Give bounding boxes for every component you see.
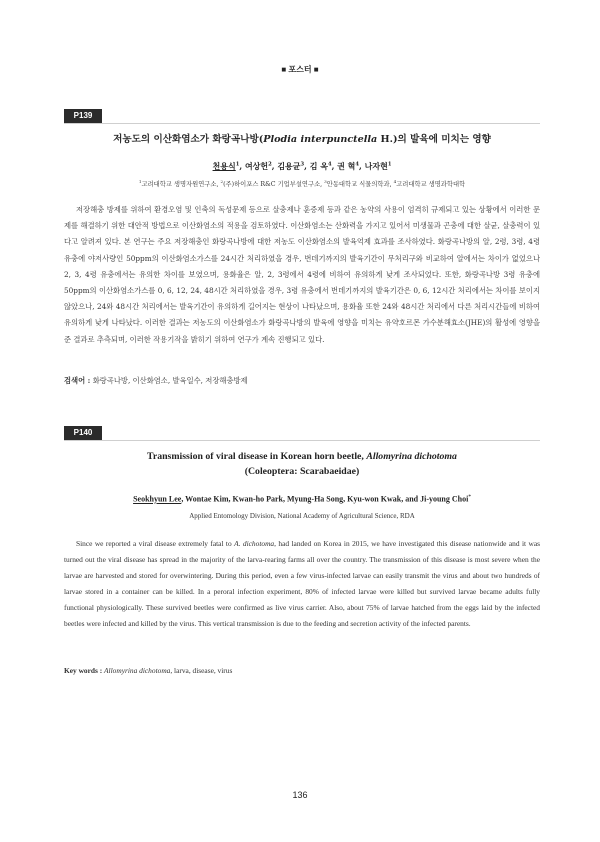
affiliation: Applied Entomology Division, National Academy of Agricultural Science, RDA: [189, 512, 415, 520]
poster-id-badge: P139: [64, 109, 102, 123]
author-name: 나자현: [364, 161, 388, 171]
author-list: Seokhyun Lee, Wontae Kim, Kwan-ho Park, Myung-Ha Song, Kyu-won Kwak, and Ji-young Choi*: [133, 494, 471, 504]
section-header: ■ 포스터 ■: [281, 65, 319, 74]
page-number: 136: [292, 790, 308, 800]
author-list: 천용식$^1$, 여상헌$^2$, 김용균$^3$, 김 옥$^4$, 권 혁$^4$, 나자현$^1$: [212, 161, 392, 171]
keywords: 검색어 : 화랑곡나방, 이산화염소, 발육일수, 저장해충방제: [64, 376, 248, 385]
divider: [64, 440, 540, 441]
keywords-label: 검색어 :: [64, 376, 91, 385]
keywords-label: Key words :: [64, 666, 103, 675]
keywords: Key words : Allomyrina dichotoma, larva, disease, virus: [64, 666, 233, 675]
author-name: 김 옥: [309, 161, 328, 171]
poster-id-badge: P140: [64, 426, 102, 440]
abstract-text: 저장해충 방제를 위하여 환경오염 및 인축의 독성문제 등으로 살충제나 훈증제 등과 같은 농약의 사용이 엄격히 규제되고 있는 상황에서 이러한 문제를 해결하기 위한 대안적 방법으로 이산화염소의 적용을 검토하였다. 이산화염소는 산화력을 가지고 있어서 미생물과 곤충에 대한 살균, 살충력이 있다고 알려져 있다. 본 연구는 주요 저장해충인 화랑곡나방에 대한 저농도 이산화염소의 발육억제 효과를 조사하였다. 화랑곡나방의 알, 2령, 3령, 4령 유충에 야저사량인 50ppm의 이산화염소가스를 24시간 처리하였을 경우, 번데기까지의 발육기간이 무처리구와 비교하여 알에서는 차이가 없었으나 2, 3, 4령 유충에서는 유의한 차이를 보였으며, 용화율은 알, 2, 3령에서 4령에 비하여 유의하게 낮게 조사되었다. 또한, 화랑곡나방 3령 유충에 50ppm의 이산화염소가스를 0, 6, 12, 24, 48시간 처리하였을 경우, 3령 유충에서 번데기까지의 발육기간은 0, 6, 12시간 처리에서는 차이를 보이지 않았으나, 24와 48시간 처리에서는 발육기간이 유의하게 길어지는 현상이 나타났으며, 용화율 또한 24와 48시간 처리에서 다른 처리시간들에 비하여 유의하게 낮게 나타났다. 이러한 결과는 저농도의 이산화염소가 화랑곡나방의 발육에 영향을 미치는 유약호르몬 가수분해효소(JHE)의 활성에 영향을 준 결과로 추측되며, 이러한 작용기작을 밝히기 위하여 연구가 계속 진행되고 있다.: [64, 205, 540, 344]
abstract-text: Since we reported a viral disease extremely fatal to A. dichotoma, had landed on Korea in 2015, we have investigated this disease nationwide and it was turned out the viral disease has spread in the majority of the larva-rearing farms all over the country. The transmission of this disease is most severe when the larvae are harvested and stored for overwintering. During this period, even a few virus-infected larvae can easily transmit the virus and about two hundreds of larvae stored in a container can be killed. In a peroral infection experiment, 80% of infected larvae were killed but survived larvae became adults fully functional physiologically. These survived beetles were confirmed as live virus carrier. Also, about 75% of larvae hatched from the eggs laid by the infected beetles were infected and killed by the virus. This vertical transmission is due to the feeding and secretion activity of the infected parents.: [64, 539, 540, 628]
author-name: 권 혁: [337, 161, 356, 171]
presenting-author: Seokhyun Lee: [133, 494, 182, 504]
author-name: 김용균: [277, 161, 301, 171]
author-name: 여상헌: [244, 161, 269, 171]
poster-title: Transmission of viral disease in Korean horn beetle, Allomyrina dichotoma (Coleoptera: Scarabaeidae): [147, 451, 457, 477]
divider: [64, 123, 540, 124]
affiliations: $^1$고려대학교 생명자원연구소, $^2$(주)하이포스 R&C 기업부설연구소, $^3$안동대학교 식물의학과, $^4$고려대학교 생명과학대학: [138, 179, 466, 189]
author-name: 천용식: [212, 161, 236, 171]
poster-title: 저농도의 이산화염소가 화랑곡나방(Plodia interpunctella H.)의 발육에 미치는 영향: [113, 134, 491, 145]
